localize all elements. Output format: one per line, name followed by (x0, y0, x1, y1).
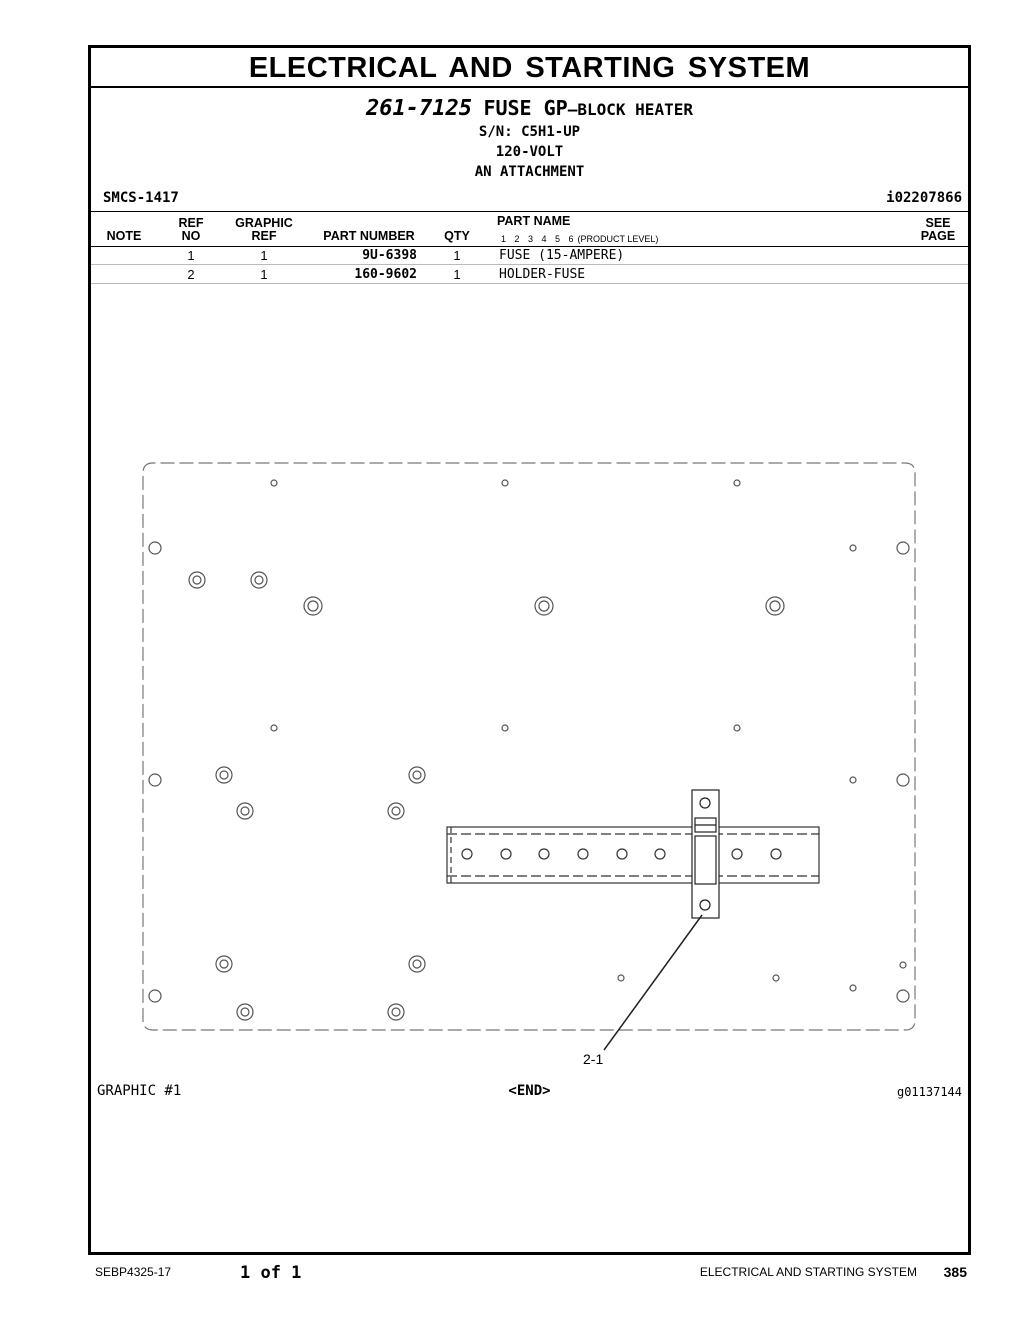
page-title: ELECTRICAL AND STARTING SYSTEM (91, 48, 968, 88)
parts-illustration (91, 448, 968, 1088)
row-rule (91, 264, 968, 265)
smcs-code: SMCS-1417 (103, 190, 179, 206)
footer-page-of: 1 of 1 (240, 1263, 302, 1283)
stud-row-1 (189, 572, 784, 615)
col-see-page-2: PAGE (920, 229, 956, 243)
group-dash: — (567, 100, 578, 119)
group-part-number: 261-7125 (366, 96, 472, 121)
footer-page-number: 385 (943, 1264, 967, 1280)
col-see-page-1: SEE (925, 216, 951, 230)
col-ref-no-1: REF (178, 216, 204, 230)
row-qty: 1 (453, 267, 461, 282)
row-graphic-ref: 1 (260, 248, 268, 263)
product-level-label: (PRODUCT LEVEL) (577, 234, 659, 244)
row-ref-no: 2 (187, 267, 195, 282)
group-heading (91, 96, 968, 121)
footer-section: ELECTRICAL AND STARTING SYSTEM (699, 1265, 917, 1279)
document-ident: i02207866 (886, 190, 962, 206)
product-level-header (501, 234, 658, 244)
attachment-note: AN ATTACHMENT (474, 164, 585, 180)
fuse-holder (692, 790, 719, 918)
col-note: NOTE (106, 229, 142, 243)
col-graphic-ref-2: REF (251, 229, 277, 243)
row-part-name: FUSE (15-AMPERE) (499, 248, 625, 263)
page-frame (88, 45, 971, 1255)
din-rail (447, 827, 819, 883)
mounting-plate-outline (143, 463, 915, 1030)
serial-number: S/N: C5H1-UP (478, 124, 581, 140)
graphic-id: g01137144 (896, 1085, 962, 1099)
col-part-number: PART NUMBER (323, 229, 415, 243)
row-graphic-ref: 1 (260, 267, 268, 282)
row-part-number: 9U-6398 (362, 248, 417, 263)
end-tag: <END> (508, 1083, 551, 1099)
row-ref-no: 1 (187, 248, 195, 263)
col-part-name: PART NAME (497, 214, 571, 228)
table-header-rule (91, 246, 968, 247)
col-ref-no-2: NO (181, 229, 201, 243)
row-rule (91, 283, 968, 284)
voltage: 120-VOLT (495, 144, 564, 160)
row-part-number: 160-9602 (354, 267, 417, 282)
stud-row-3 (216, 956, 425, 1020)
footer-doc-number: SEBP4325-17 (95, 1265, 172, 1279)
graphic-label: GRAPHIC #1 (97, 1083, 182, 1099)
row-qty: 1 (453, 248, 461, 263)
callout-label: 2-1 (583, 1051, 604, 1067)
stud-row-2 (216, 767, 425, 819)
col-graphic-ref-1: GRAPHIC (235, 216, 293, 230)
col-qty: QTY (444, 229, 470, 243)
group-name: FUSE GP (483, 96, 568, 120)
group-description: BLOCK HEATER (577, 100, 693, 119)
product-level-numbers: 1 2 3 4 5 6 (501, 234, 574, 244)
row-part-name: HOLDER-FUSE (499, 267, 586, 282)
table-top-rule (91, 211, 968, 212)
